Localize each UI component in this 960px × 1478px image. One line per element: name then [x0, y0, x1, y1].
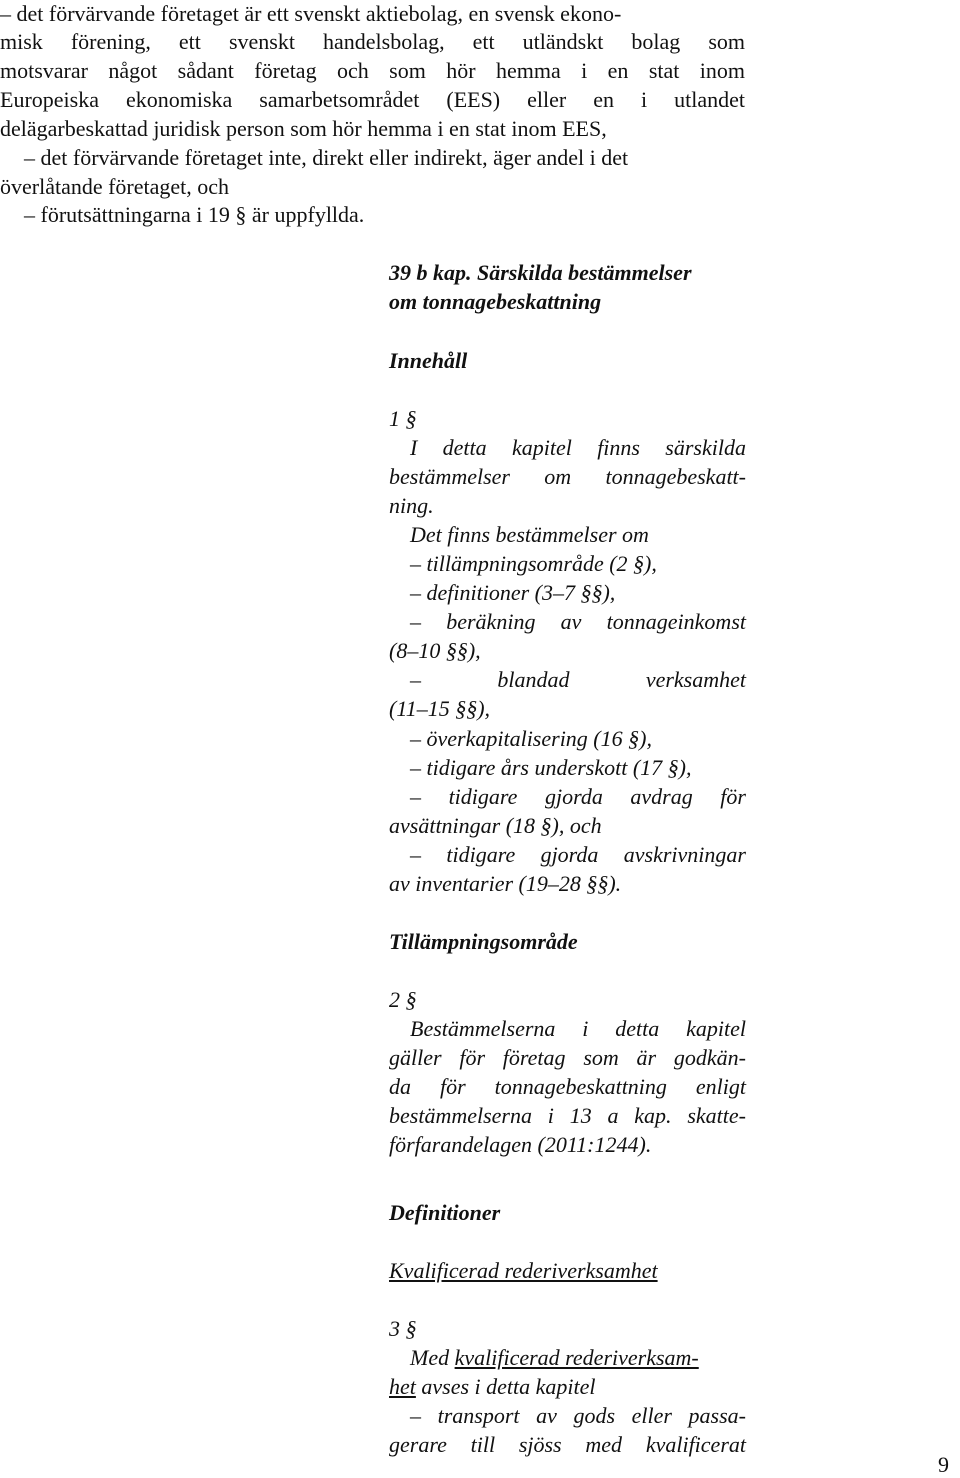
top-line-3: motsvarar något sådant företag och som hör hemma i en stat inom	[0, 58, 745, 83]
definitioner-line-3: – transport av gods eller passa-	[410, 1403, 746, 1428]
top-line-5: delägarbeskattad juridisk person som hör hemma i en stat inom EES,	[0, 116, 607, 141]
innehall-line-8: (8–10 §§),	[389, 638, 481, 663]
top-line-8: – förutsättningarna i 19 § är uppfyllda.	[24, 202, 365, 227]
innehall-line-3: ning.	[389, 493, 434, 518]
innehall-line-16: av inventarier (19–28 §§).	[389, 871, 622, 896]
subheading-kvalificerad-rederiverksamhet: Kvalificerad rederiverksamhet	[389, 1258, 658, 1283]
innehall-line-13: – tidigare gjorda avdrag för	[410, 784, 746, 809]
tillampning-line-1: Bestämmelserna i detta kapitel	[410, 1016, 746, 1041]
paragraph-number-3: 3 §	[389, 1316, 417, 1341]
section-heading-innehall: Innehåll	[389, 348, 468, 373]
section-heading-definitioner: Definitioner	[389, 1200, 501, 1225]
definitioner-line-2	[389, 1372, 746, 1401]
tillampning-line-2: gäller för företag som är godkän-	[389, 1045, 746, 1070]
chapter-heading-line-2: om tonnagebeskattning	[389, 289, 602, 314]
innehall-line-6: – definitioner (3–7 §§),	[410, 580, 616, 605]
innehall-line-2: bestämmelser om tonnagebeskatt-	[389, 464, 746, 489]
innehall-line-12: – tidigare års underskott (17 §),	[410, 755, 692, 780]
tillampning-line-5: förfarandelagen (2011:1244).	[389, 1132, 652, 1157]
section-heading-tillampningsomrade: Tillämpningsområde	[389, 929, 578, 954]
tillampning-line-4: bestämmelserna i 13 a kap. skatte-	[389, 1103, 746, 1128]
definitioner-line-4: gerare till sjöss med kvalificerat	[389, 1432, 746, 1457]
top-line-4: Europeiska ekonomiska samarbetsområdet (EES) eller en i utlandet	[0, 87, 745, 112]
innehall-line-4: Det finns bestämmelser om	[410, 522, 649, 547]
defined-term-part-1: kvalificerad rederiverksam-	[454, 1345, 699, 1370]
top-line-6: – det förvärvande företaget inte, direkt eller indirekt, äger andel i det	[24, 145, 629, 170]
innehall-line-11: – överkapitalisering (16 §),	[410, 726, 652, 751]
paragraph-number-1: 1 §	[389, 406, 417, 431]
innehall-line-10: (11–15 §§),	[389, 696, 491, 721]
chapter-heading-line-1: 39 b kap. Särskilda bestämmelser	[389, 260, 692, 285]
definitioner-line-1	[410, 1343, 746, 1372]
definitioner-line-1-pre: Med	[410, 1345, 455, 1370]
innehall-line-7: – beräkning av tonnageinkomst	[410, 609, 746, 634]
innehall-line-14: avsättningar (18 §), och	[389, 813, 602, 838]
innehall-line-9: – blandad verksamhet	[410, 667, 746, 692]
top-line-2: misk förening, ett svenskt handelsbolag, ett utländskt bolag som	[0, 29, 745, 54]
definitioner-line-2-post: avses i detta kapitel	[415, 1374, 596, 1399]
tillampning-line-3: da för tonnagebeskattning enligt	[389, 1074, 746, 1099]
innehall-line-5: – tillämpningsområde (2 §),	[410, 551, 657, 576]
top-line-7: överlåtande företaget, och	[0, 174, 230, 199]
paragraph-number-2: 2 §	[389, 987, 417, 1012]
page-number: 9	[938, 1452, 949, 1477]
top-line-1: – det förvärvande företaget är ett svenskt aktiebolag, en svensk ekono-	[0, 1, 622, 26]
defined-term-part-2: het	[389, 1374, 416, 1399]
innehall-line-15: – tidigare gjorda avskrivningar	[410, 842, 746, 867]
innehall-line-1: I detta kapitel finns särskilda	[410, 435, 746, 460]
